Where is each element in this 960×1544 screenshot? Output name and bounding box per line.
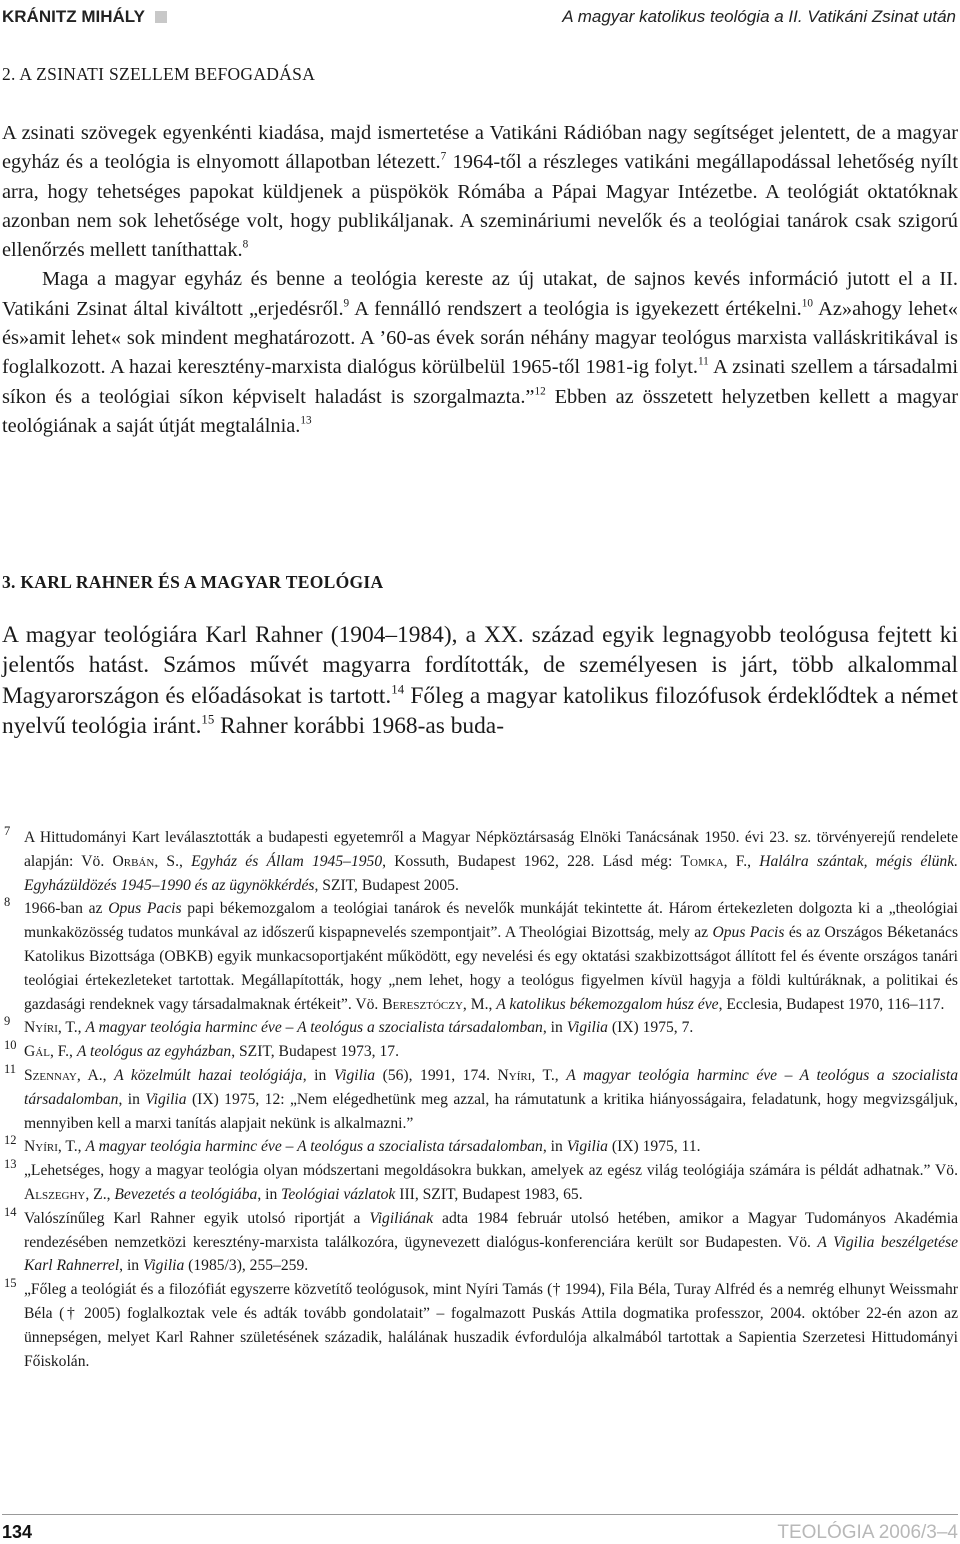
section-3-title: 3. KARL RAHNER ÉS A MAGYAR TEOLÓGIA: [2, 572, 384, 592]
text-run: A zsinati szellem a társadalmi síkon és a teológiai síkon képviselt haladást is szorgalmazta.”: [2, 356, 958, 408]
footnote-13: [2, 1159, 958, 1207]
text-run: (IX) 1975, 12: „Nem elégedhetünk meg azzal, ha rámutatunk a kritika hiányosságaira, feladatunk, hogy megvizsgáljuk, mennyiben kell a marxi tanítás alapjait nekünk is alkalmazni.”: [24, 1090, 959, 1132]
author-name: Nyíri: [24, 1138, 58, 1156]
text-run: (1985/3), 255–259.: [184, 1257, 309, 1275]
running-header: [2, 0, 958, 34]
footnote-7: [2, 826, 958, 897]
text-run: Valószínűleg Karl Rahner egyik utolsó riportját a: [24, 1209, 370, 1227]
text-run: , in: [542, 1138, 567, 1156]
text-run: , in: [118, 1090, 146, 1108]
footnote-number: 14: [4, 1204, 17, 1219]
footnotes-list: [2, 826, 958, 1373]
text-run: , SZIT, Budapest 1973, 17.: [231, 1043, 399, 1061]
work-title: Bevezetés a teológiába: [114, 1185, 258, 1203]
work-title: Teológiai vázlatok: [281, 1185, 396, 1203]
text-run: „Főleg a teológiát és a filozófiát egyszerre közvetítő teológusok, mint Nyíri Tamás († 1994), Fila Béla, Turay Alfréd és a nemrég elhunyt Weissmahr Béla († 2005) foglalkoztak vele és adták tovább gondolatait” – fogalmazott Puskás Attila dogmatika professzor, 2004. október 22-én azon az ünnepségen, melyet Karl Rahner születésének századik, halálának huszadik évfordulója alkalmából tartottak a Sapientia Szerzetesi Hittudományi Főiskolán.: [24, 1281, 958, 1370]
work-title: A katolikus békemozgalom húsz éve: [496, 995, 719, 1013]
text-run: 1964-től a részleges vatikáni megállapodással lehetőség nyílt arra, hogy tehetséges papokat küldjenek a püspökök Rómába a Pápai Magyar Intézetbe. A teológiát oktatóknak azonban nem sok lehetősége volt, hogy publikáljanak. A szemináriumi nevelők és a teológiai tanárok csak szigorú ellenőrzés mellett taníthattak.: [2, 151, 958, 262]
page-number: 134: [2, 1522, 33, 1542]
text-run: Főleg a magyar katolikus filozófusok érdeklődtek a német nyelvű teológia iránt.: [2, 682, 958, 739]
header-author-text: KRÁNITZ MIHÁLY: [2, 7, 145, 26]
author-name: Szennay: [24, 1066, 77, 1084]
footnote-number: 13: [4, 1157, 17, 1172]
journal-title: Vigilia: [333, 1066, 376, 1084]
footnote-ref[interactable]: 11: [697, 355, 709, 368]
footnote-15: [2, 1278, 958, 1373]
footnote-ref[interactable]: 7: [440, 150, 447, 163]
footnote-8: [2, 897, 958, 1016]
footnote-number: 8: [4, 895, 11, 910]
text-run: , SZIT, Budapest 2005.: [314, 876, 459, 894]
work-title: Egyház és Állam 1945–1950: [191, 852, 383, 870]
footnote-ref[interactable]: 8: [242, 238, 249, 251]
text-run: , in: [302, 1066, 334, 1084]
work-title: A magyar teológia harminc éve – A teológus a szocialista társadalomban: [24, 1066, 959, 1108]
journal-title: Vigilia: [566, 1019, 608, 1037]
footnote-number: 15: [4, 1276, 17, 1291]
author-name: Alszeghy: [24, 1185, 86, 1203]
section-2-body: [2, 119, 958, 441]
text-run: papi békemozgalom a teológiai tanárok és nevelők munkáját tekintette át. Három értekezleten dolgozta ki a „theológiai munkaközösség tudatos munkával az időszerű kispapnevelés szempontjait”. A Theológiai Bizottság, mely az: [24, 900, 958, 942]
section-2-paragraph-2: [2, 265, 958, 441]
work-title: Opus Pacis: [108, 900, 182, 918]
author-name: Nyíri: [497, 1066, 532, 1084]
journal-name: TEOLÓGIA 2006/3–4: [777, 1522, 958, 1543]
text-run: 1966-ban az: [24, 900, 109, 918]
text-run: , T.,: [57, 1019, 86, 1037]
text-run: , T.,: [531, 1066, 567, 1084]
section-3-paragraph-1: [2, 620, 958, 741]
work-title: A Vigilia beszélgetése Karl Rahnerrel: [24, 1233, 958, 1275]
author-name: Tomka: [680, 852, 724, 870]
footnote-14: [2, 1204, 958, 1278]
author-name: Beresztóczy: [382, 995, 463, 1013]
work-title: A magyar teológia harminc éve – A teológus a szocialista társadalomban: [85, 1019, 543, 1037]
text-run: A Hittudományi Kart leválasztották a budapesti egyetemről a Magyar Népköztársaság Elnöki Tanácsának 1950. évi 23. sz. törvényerejű rendelete alapján: Vö.: [24, 829, 958, 870]
footnote-9: [2, 1016, 958, 1040]
footnote-10: [2, 1040, 958, 1064]
author-name: Nyíri: [24, 1019, 58, 1037]
text-run: A zsinati szövegek egyenkénti kiadása, majd ismertetése a Vatikáni Rádióban nagy segítséget jelentett, de a magyar egyház és a teológia is elnyomott állapotban létezett.: [2, 122, 958, 174]
text-run: , F.,: [723, 852, 760, 870]
footnote-ref[interactable]: 9: [343, 297, 350, 310]
text-run: Ebben az összetett helyzetben kellett a magyar teológiának a saját útját megtalálnia.: [2, 385, 958, 437]
footnote-ref[interactable]: 10: [801, 297, 813, 310]
footnote-ref[interactable]: 14: [391, 681, 405, 696]
text-run: , Kossuth, Budapest 1962, 228. Lásd még:: [382, 852, 681, 870]
text-run: , F.,: [49, 1043, 77, 1061]
text-run: , in: [119, 1257, 143, 1275]
journal-title: Vigilia: [142, 1257, 185, 1275]
author-name: Gál: [24, 1043, 50, 1061]
footnote-ref[interactable]: 13: [300, 414, 312, 427]
work-title: A teológus az egyházban: [76, 1043, 232, 1061]
text-run: III, SZIT, Budapest 1983, 65.: [395, 1185, 583, 1203]
text-run: Az»ahogy lehet« és»amit lehet« sok mindent meghatározott. A ’60-as évek során néhány magyar teológus marxista valláskritikával is foglalkozott. A hazai keresztény-marxista dialógus körülbelül 1965-től 1981-ig folyt.: [2, 297, 958, 379]
text-run: (56), 1991, 174.: [375, 1066, 498, 1084]
footnote-number: 7: [4, 824, 11, 838]
footnote-12: [2, 1135, 958, 1159]
text-run: , A.,: [76, 1066, 115, 1084]
footnote-number: 11: [4, 1061, 17, 1076]
footnote-number: 9: [4, 1014, 11, 1029]
work-title: A magyar teológia harminc éve – A teológus a szocialista társadalomban: [85, 1138, 543, 1156]
text-run: Maga a magyar egyház és benne a teológia kereste az új utakat, de sajnos kevés információ jutott el a II. Vatikáni Zsinat által kiváltott „erjedésről.: [2, 268, 958, 320]
text-run: A fennálló rendszert a teológia is igyekezett értékelni.: [349, 297, 802, 320]
square-ornament-icon: [155, 11, 167, 23]
text-run: , Ecclesia, Budapest 1970, 116–117.: [718, 995, 945, 1013]
page-footer: [0, 1514, 960, 1544]
footnote-ref[interactable]: 15: [201, 712, 215, 727]
text-run: „Lehetséges, hogy a magyar teológia olyan módszertani megoldásokra bukkan, amelyek az egész világ teológiája számára is példát adhatnak.” Vö.: [24, 1162, 958, 1180]
text-run: (IX) 1975, 11.: [607, 1138, 701, 1156]
section-2-title: 2. A ZSINATI SZELLEM BEFOGADÁSA: [2, 64, 316, 84]
header-author: [2, 7, 167, 27]
footnote-number: 12: [4, 1133, 17, 1148]
footnote-11: [2, 1061, 959, 1135]
text-run: (IX) 1975, 7.: [607, 1019, 694, 1037]
text-run: és az Országos Béketanács Katolikus Bizottsága (OBKB) egyik munkacsoportjaként működött, egy nevelési és egy oktatási szakbizottságot állított fel és évente országos tanári teológiai értekezleteket tartottak. Megállapították, hogy „nem lehet, hogy a teológus figyelmen kívül hagyja a földi kultúráknak, a politikai és gazdasági rendeknek vagy társadalmaknak értékeit”. Vö.: [24, 924, 959, 1013]
text-run: , M.,: [462, 995, 497, 1013]
text-run: , in: [542, 1019, 567, 1037]
footnote-number: 10: [4, 1038, 17, 1053]
work-title: A közelmúlt hazai teológiája: [114, 1066, 303, 1084]
journal-title: Vigiliának: [369, 1209, 434, 1227]
text-run: A magyar teológiára Karl Rahner (1904–1984), a XX. század egyik legnagyobb teológusa fejtett ki jelentős hatást. Számos művét magyarra fordították, de személyesen is járt, több alkalommal Magyarországon és előadásokat is tartott.: [2, 622, 958, 709]
footer-rule: [2, 1514, 958, 1515]
header-running-title: A magyar katolikus teológia a II. Vatikáni Zsinat után: [562, 7, 956, 26]
text-run: adta 1984 február utolsó hetében, amikor a Magyar Tudományos Akadémia rendezésében nemzetközi keresztény-marxista találkozóra, ügynevezett dialógus-konferenciára került sor Budapesten. Vö.: [24, 1209, 958, 1251]
journal-title: Vigilia: [566, 1138, 608, 1156]
journal-title: Vigilia: [145, 1090, 187, 1108]
work-title: Halálra szántak, mégis élünk. Egyházüldözés 1945–1990 és az ügynökkérdés: [24, 852, 959, 894]
footnote-ref[interactable]: 12: [534, 385, 546, 398]
author-name: Orbán: [112, 852, 155, 870]
text-run: , Z.,: [85, 1185, 115, 1203]
text-run: , T.,: [57, 1138, 86, 1156]
text-run: , in: [257, 1185, 282, 1203]
section-2-paragraph-1: [2, 119, 958, 265]
work-title: Opus Pacis: [712, 924, 785, 942]
text-run: Rahner korábbi 1968-as buda-: [214, 712, 504, 739]
text-run: , S.,: [154, 852, 192, 870]
